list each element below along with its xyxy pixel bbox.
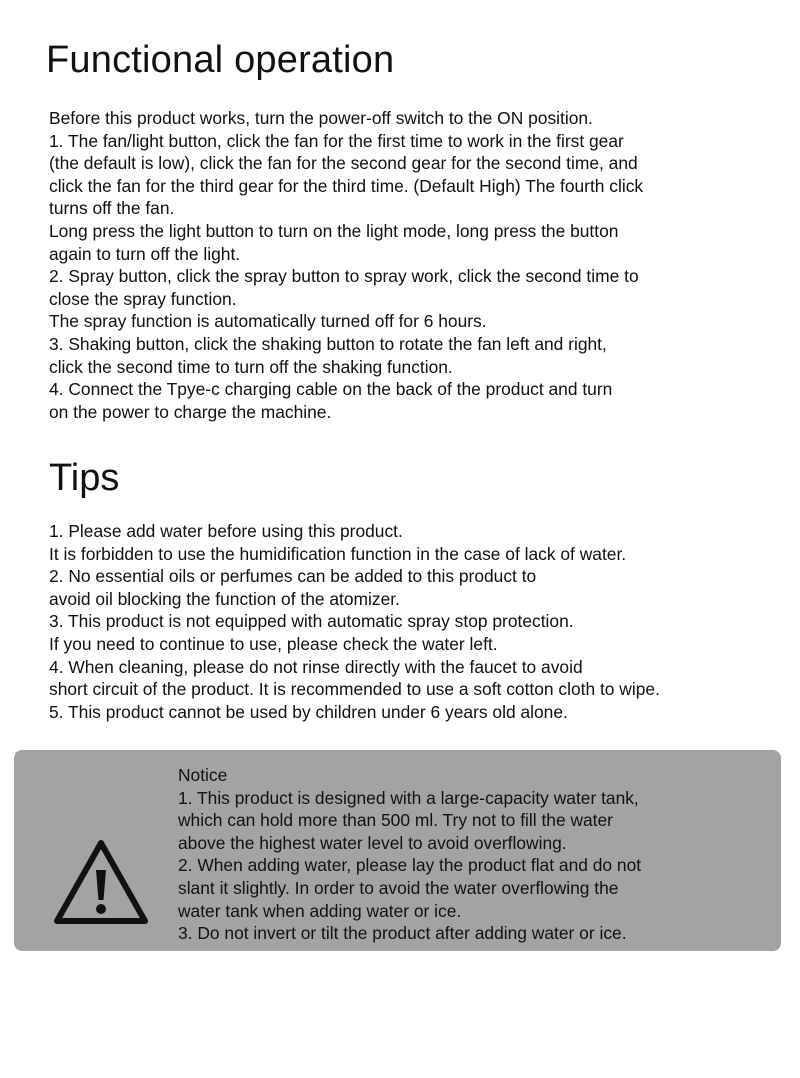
text-line: Before this product works, turn the power-off switch to the ON position. <box>49 108 593 128</box>
text-line: 2. No essential oils or perfumes can be added to this product to <box>49 566 537 587</box>
operation-instructions <box>49 107 800 423</box>
text-line: 3. Do not invert or tilt the product after adding water or ice. <box>178 923 627 944</box>
text-line: It is forbidden to use the humidification function in the case of lack of water. <box>49 543 627 564</box>
text-line: 3. This product is not equipped with automatic spray stop protection. <box>49 611 574 632</box>
text-line: 1. This product is designed with a large-capacity water tank, <box>178 787 639 808</box>
text-line: close the spray function. <box>49 288 237 309</box>
text-line: 2. Spray button, click the spray button to spray work, click the second time to <box>49 266 639 287</box>
text-line: slant it slightly. In order to avoid the water overflowing the <box>178 877 619 898</box>
text-line: turns off the fan. <box>49 198 175 219</box>
text-line: If you need to continue to use, please check the water left. <box>49 633 498 654</box>
text-line: short circuit of the product. It is recommended to use a soft cotton cloth to wipe. <box>49 679 660 700</box>
tips-list <box>49 520 800 723</box>
text-line: (the default is low), click the fan for the second gear for the second time, and <box>49 153 638 174</box>
text-line: water tank when adding water or ice. <box>178 900 462 921</box>
text-line: which can hold more than 500 ml. Try not to fill the water <box>178 810 613 831</box>
warning-triangle-icon <box>52 838 150 926</box>
text-line: 1. Please add water before using this product. <box>49 521 403 541</box>
text-line: above the highest water level to avoid overflowing. <box>178 832 567 853</box>
tips-heading: Tips <box>49 457 120 499</box>
notice-heading: Notice <box>178 765 228 785</box>
text-line: The spray function is automatically turned off for 6 hours. <box>49 311 487 332</box>
text-line: on the power to charge the machine. <box>49 401 332 422</box>
text-line: 5. This product cannot be used by children under 6 years old alone. <box>49 701 568 722</box>
text-line: 2. When adding water, please lay the product flat and do not <box>178 855 642 876</box>
notice-text <box>178 764 641 945</box>
text-line: 3. Shaking button, click the shaking button to rotate the fan left and right, <box>49 333 607 354</box>
text-line: 4. When cleaning, please do not rinse directly with the faucet to avoid <box>49 656 583 677</box>
notice-box <box>14 750 781 951</box>
text-line: click the fan for the third gear for the third time. (Default High) The fourth click <box>49 175 644 196</box>
text-line: avoid oil blocking the function of the atomizer. <box>49 588 400 609</box>
text-line: 1. The fan/light button, click the fan for the first time to work in the first gear <box>49 130 624 151</box>
text-line: 4. Connect the Tpye-c charging cable on the back of the product and turn <box>49 379 613 400</box>
text-line: Long press the light button to turn on the light mode, long press the button <box>49 220 619 241</box>
text-line: click the second time to turn off the shaking function. <box>49 356 453 377</box>
text-line: again to turn off the light. <box>49 243 241 264</box>
page-title: Functional operation <box>46 39 395 81</box>
